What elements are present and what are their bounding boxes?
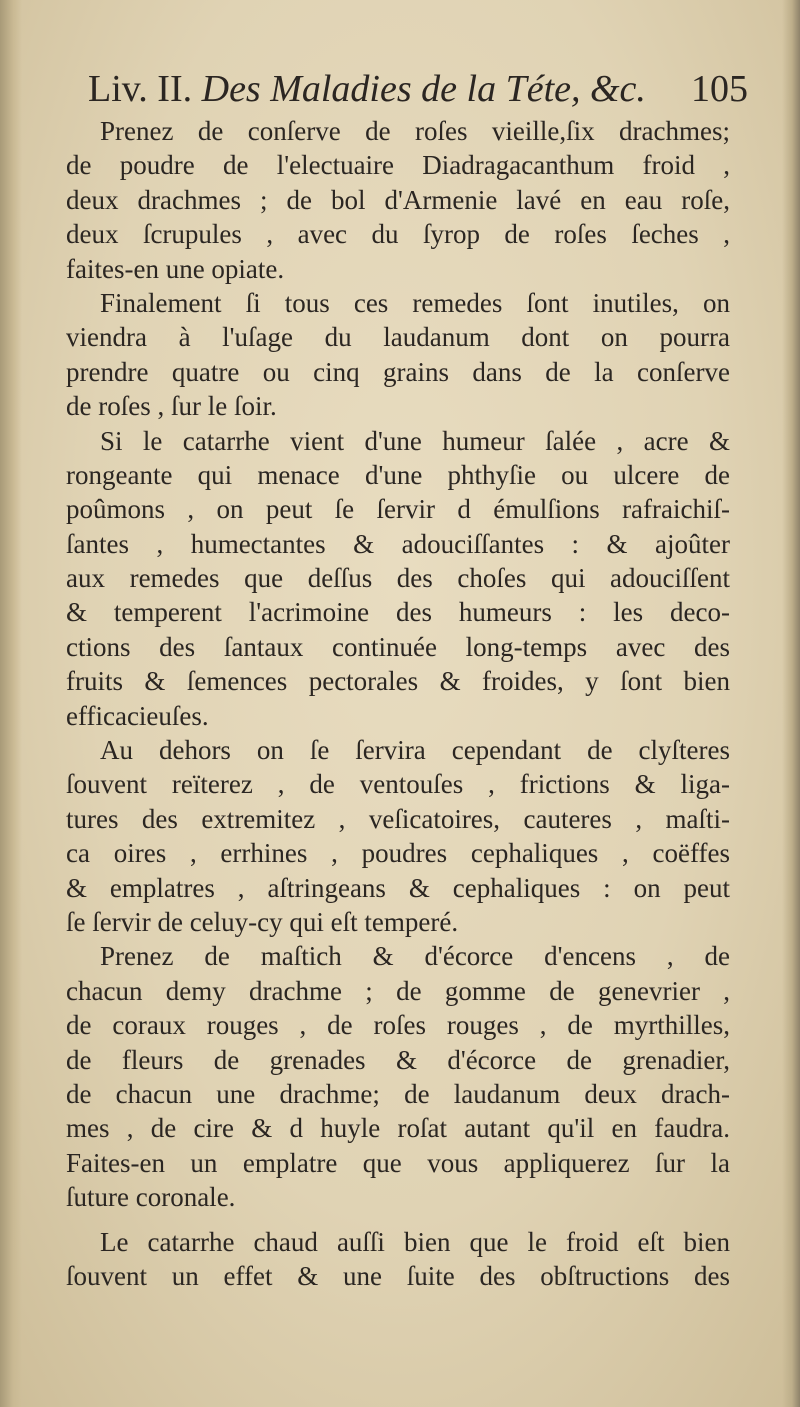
text-line: ſe ſervir de celuy-cy qui eſt temperé.: [66, 906, 459, 937]
text-line: de chacun une drachme; de laudanum deux drach-: [66, 1078, 730, 1109]
text-line: aux remedes que deſſus des choſes qui adouciſſent: [66, 563, 730, 594]
text-line: deux drachmes ; de bol d'Armenie lavé en eau roſe,: [66, 184, 730, 215]
text-line: mes , de cire & d huyle roſat autant qu'il en faudra.: [66, 1113, 730, 1144]
text-line: fruits & ſemences pectorales & froides, y ſont bien: [66, 666, 730, 697]
text-line: faites-en une opiate.: [66, 253, 285, 284]
chapter-subject: Des Maladies de la Téte, &c.: [201, 68, 646, 110]
text-line: de poudre de l'electuaire Diadragacanthum froid ,: [66, 150, 730, 181]
text-line: Prenez de conſerve de roſes vieille,ſix drachmes;: [100, 116, 730, 146]
text-line: viendra à l'uſage du laudanum dont on pourra: [66, 322, 730, 353]
text-line: Si le catarrhe vient d'une humeur ſalée , acre &: [100, 425, 730, 456]
text-line: Le catarrhe chaud auſſi bien que le froid eſt bien: [100, 1226, 730, 1257]
page-gutter-shadow: [0, 0, 22, 1407]
text-line: prendre quatre ou cinq grains dans de la conſerve: [66, 356, 730, 387]
body-text: [66, 114, 730, 1293]
text-line: de roſes , ſur le ſoir.: [66, 391, 277, 422]
text-line: rongeante qui menace d'une phthyſie ou ulcere de: [66, 459, 730, 490]
page-edge-shadow: [782, 0, 800, 1407]
text-line: poûmons , on peut ſe ſervir d émulſions rafraichiſ-: [66, 494, 730, 525]
text-line: deux ſcrupules , avec du ſyrop de roſes ſeches ,: [66, 219, 730, 250]
text-line: de fleurs de grenades & d'écorce de grenadier,: [66, 1044, 730, 1075]
text-line: ſouvent un effet & une ſuite des obſtructions des: [66, 1260, 730, 1291]
text-line: tures des extremitez , veſicatoires, cauteres , maſti-: [66, 803, 730, 834]
text-line: ca oires , errhines , poudres cephaliques , coëffes: [66, 838, 730, 869]
text-line: & emplatres , aſtringeans & cephaliques : on peut: [66, 872, 730, 903]
text-line: ſouvent reïterez , de ventouſes , frictions & liga-: [66, 769, 730, 800]
text-line: Prenez de maſtich & d'écorce d'encens , de: [100, 941, 730, 972]
text-line: & temperent l'acrimoine des humeurs : les deco-: [66, 597, 730, 628]
text-line: efficacieuſes.: [66, 700, 209, 731]
text-line: de coraux rouges , de roſes rouges , de myrthilles,: [66, 1010, 730, 1041]
text-line: ſantes , humectantes & adouciſſantes : & ajoûter: [66, 528, 730, 559]
text-line: chacun demy drachme ; de gomme de genevrier ,: [66, 975, 730, 1006]
book-number: Liv. II.: [88, 68, 193, 110]
page-number: 105: [691, 68, 748, 110]
text-line: ctions des ſantaux continuée long-temps avec des: [66, 631, 730, 662]
text-line: Au dehors on ſe ſervira cependant de clyſteres: [100, 735, 730, 766]
text-line: ſuture coronale.: [66, 1182, 236, 1213]
text-line: Faites-en un emplatre que vous appliquerez ſur la: [66, 1147, 730, 1178]
text-line: Finalement ſi tous ces remedes ſont inutiles, on: [100, 287, 730, 318]
running-head: [88, 64, 748, 114]
